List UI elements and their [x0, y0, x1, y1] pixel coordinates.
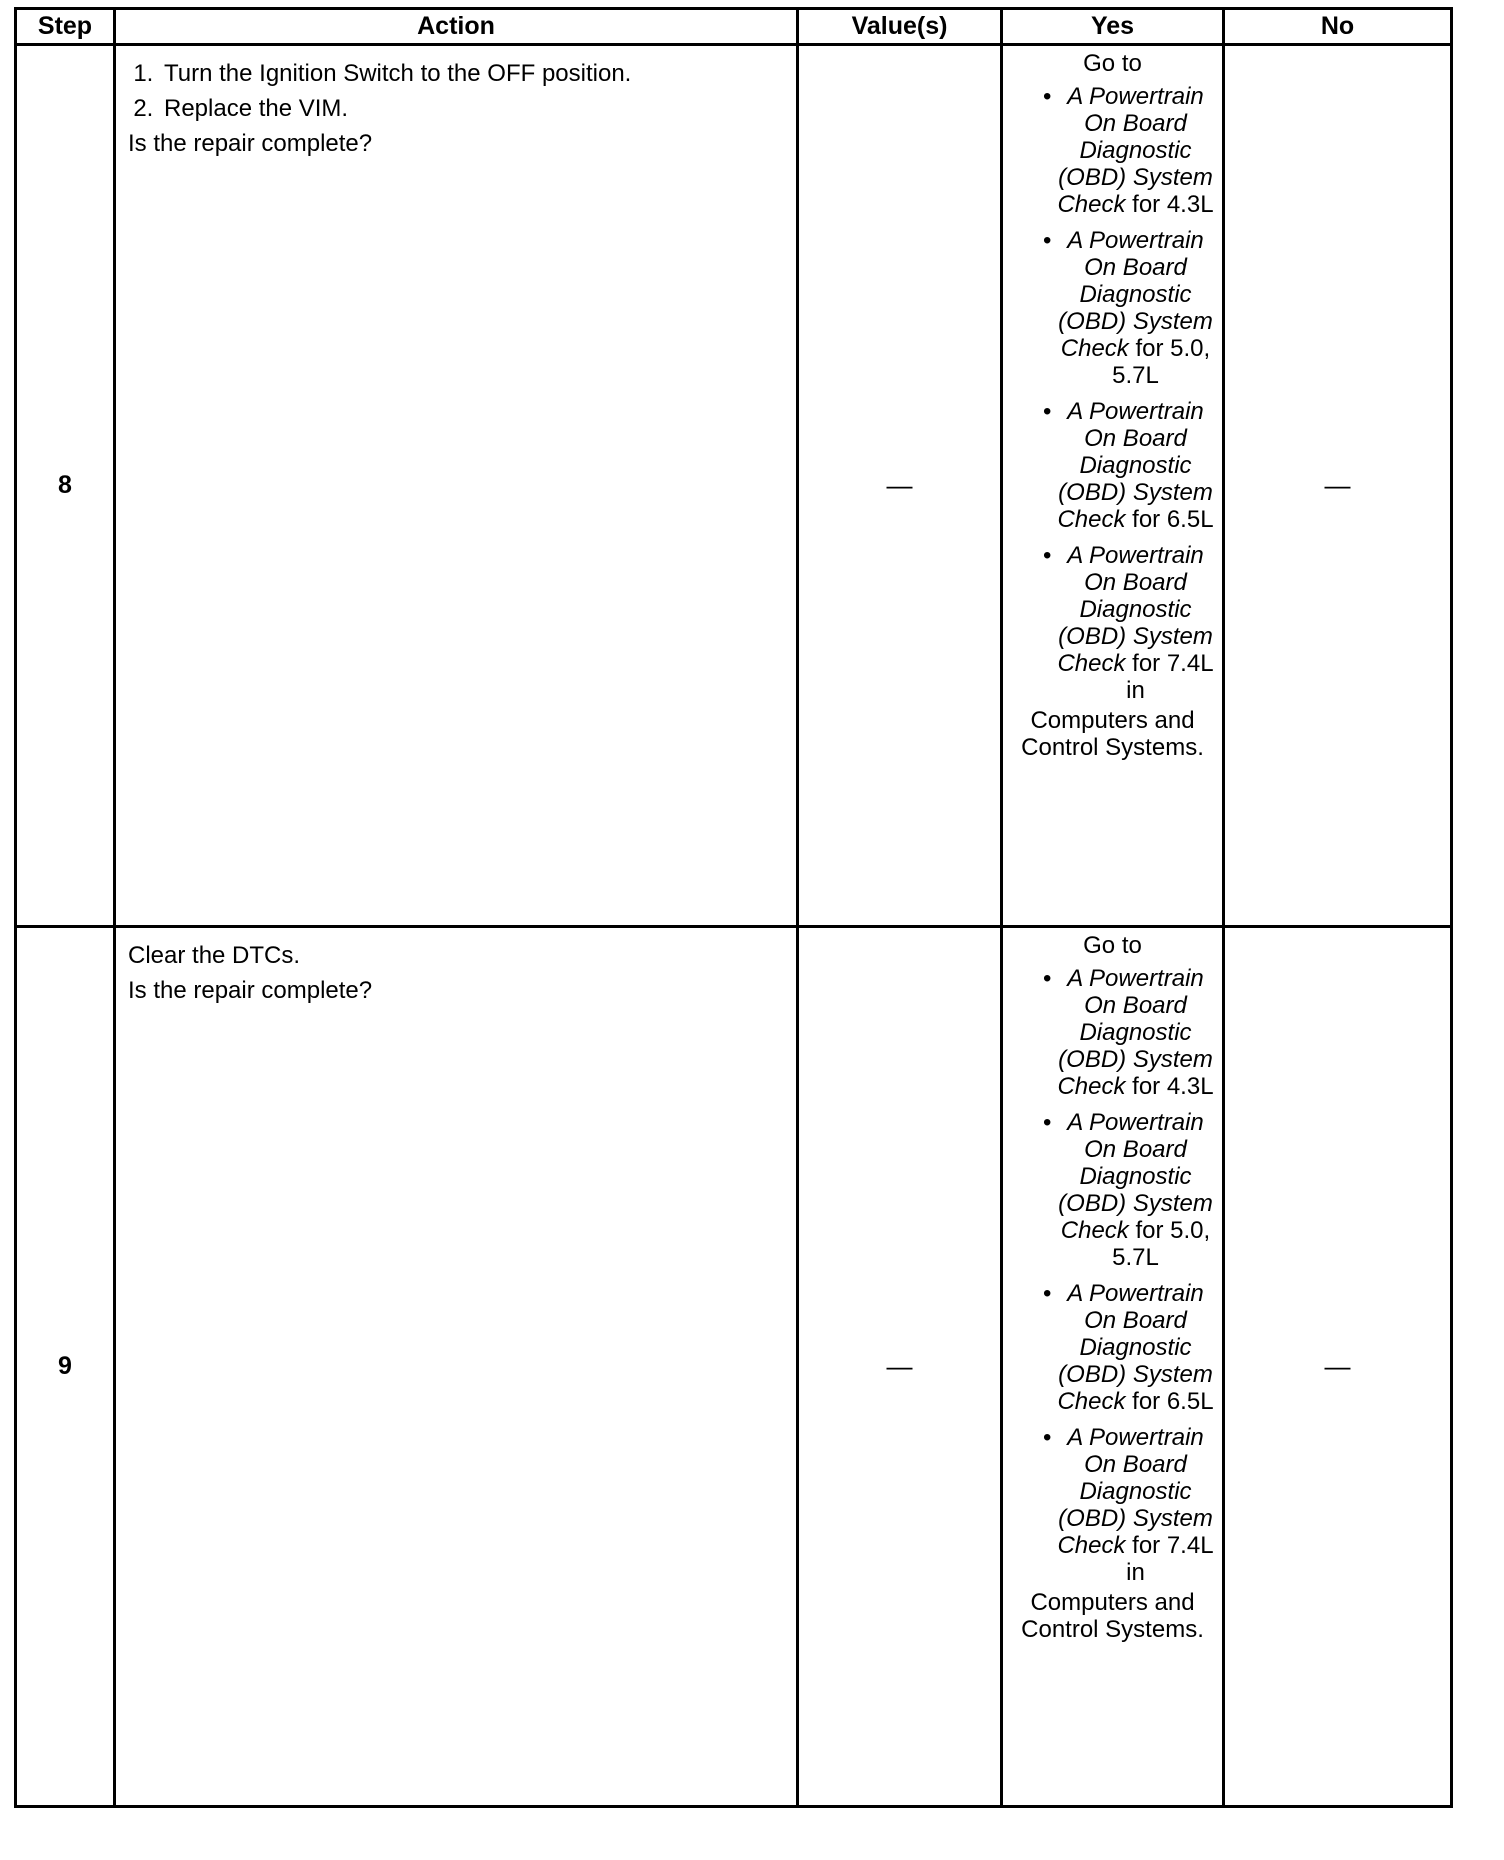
bullet-icon: •: [1043, 227, 1052, 254]
bullet-icon: •: [1043, 1424, 1052, 1451]
obd-check-link[interactable]: A Powertrain On Board Diagnostic (OBD) System Check: [1057, 398, 1213, 533]
action-cell: [115, 927, 798, 1807]
action-step: 1. Turn the Ignition Switch to the OFF position.: [160, 56, 784, 91]
obd-check-link[interactable]: A Powertrain On Board Diagnostic (OBD) System Check: [1057, 83, 1213, 218]
yes-link-item: [1007, 1424, 1218, 1586]
link-suffix: for 6.5L: [1132, 1388, 1214, 1415]
action-line: Clear the DTCs.: [128, 942, 301, 969]
header-row: [16, 9, 1452, 45]
header-no: No: [1224, 9, 1452, 45]
step-number: 8: [16, 45, 115, 927]
header-yes: Yes: [1002, 9, 1224, 45]
yes-link-item: [1007, 1280, 1218, 1415]
bullet-icon: •: [1043, 1109, 1052, 1136]
bullet-icon: •: [1043, 1280, 1052, 1307]
yes-link-item: [1007, 227, 1218, 389]
obd-check-link[interactable]: A Powertrain On Board Diagnostic (OBD) System Check: [1057, 965, 1213, 1100]
header-values: Value(s): [798, 9, 1002, 45]
yes-link-item: [1007, 542, 1218, 704]
no-cell: —: [1224, 927, 1452, 1807]
obd-check-link[interactable]: A Powertrain On Board Diagnostic (OBD) System Check: [1058, 227, 1213, 362]
link-suffix: for 4.3L: [1132, 1073, 1214, 1100]
bullet-icon: •: [1043, 83, 1052, 110]
link-suffix: for 4.3L: [1132, 191, 1214, 218]
yes-cell: [1002, 927, 1224, 1807]
table-row-step-8: [16, 45, 1452, 927]
yes-cell: [1002, 45, 1224, 927]
yes-intro: Go to: [1083, 50, 1142, 77]
yes-link-item: [1007, 1109, 1218, 1271]
yes-links-list: [1007, 83, 1218, 704]
bullet-icon: •: [1043, 542, 1052, 569]
action-cell: [115, 45, 798, 927]
header-action: Action: [115, 9, 798, 45]
obd-check-link[interactable]: A Powertrain On Board Diagnostic (OBD) System Check: [1058, 1109, 1213, 1244]
bullet-icon: •: [1043, 965, 1052, 992]
yes-tail: Computers and Control Systems.: [1021, 707, 1204, 761]
header-step: Step: [16, 9, 115, 45]
bullet-icon: •: [1043, 398, 1052, 425]
step-number: 9: [16, 927, 115, 1807]
diagnostic-table: [14, 7, 1453, 1808]
values-cell: —: [798, 45, 1002, 927]
link-suffix: for 7.4L in: [1126, 650, 1214, 704]
table-row-step-9: [16, 927, 1452, 1807]
yes-intro: Go to: [1083, 932, 1142, 959]
yes-link-item: [1007, 83, 1218, 218]
link-suffix: for 5.0, 5.7L: [1112, 335, 1211, 389]
no-cell: —: [1224, 45, 1452, 927]
yes-link-item: [1007, 965, 1218, 1100]
obd-check-link[interactable]: A Powertrain On Board Diagnostic (OBD) System Check: [1057, 542, 1213, 677]
values-cell: —: [798, 927, 1002, 1807]
link-suffix: for 6.5L: [1132, 506, 1214, 533]
link-suffix: for 7.4L in: [1126, 1532, 1214, 1586]
action-question: Is the repair complete?: [128, 130, 373, 157]
yes-tail: Computers and Control Systems.: [1021, 1589, 1204, 1643]
link-suffix: for 5.0, 5.7L: [1112, 1217, 1211, 1271]
action-step: 2. Replace the VIM.: [160, 91, 784, 126]
action-question: Is the repair complete?: [128, 977, 373, 1004]
yes-link-item: [1007, 398, 1218, 533]
obd-check-link[interactable]: A Powertrain On Board Diagnostic (OBD) System Check: [1057, 1280, 1213, 1415]
yes-links-list: [1007, 965, 1218, 1586]
obd-check-link[interactable]: A Powertrain On Board Diagnostic (OBD) System Check: [1057, 1424, 1213, 1559]
action-steps-list: [128, 56, 784, 126]
